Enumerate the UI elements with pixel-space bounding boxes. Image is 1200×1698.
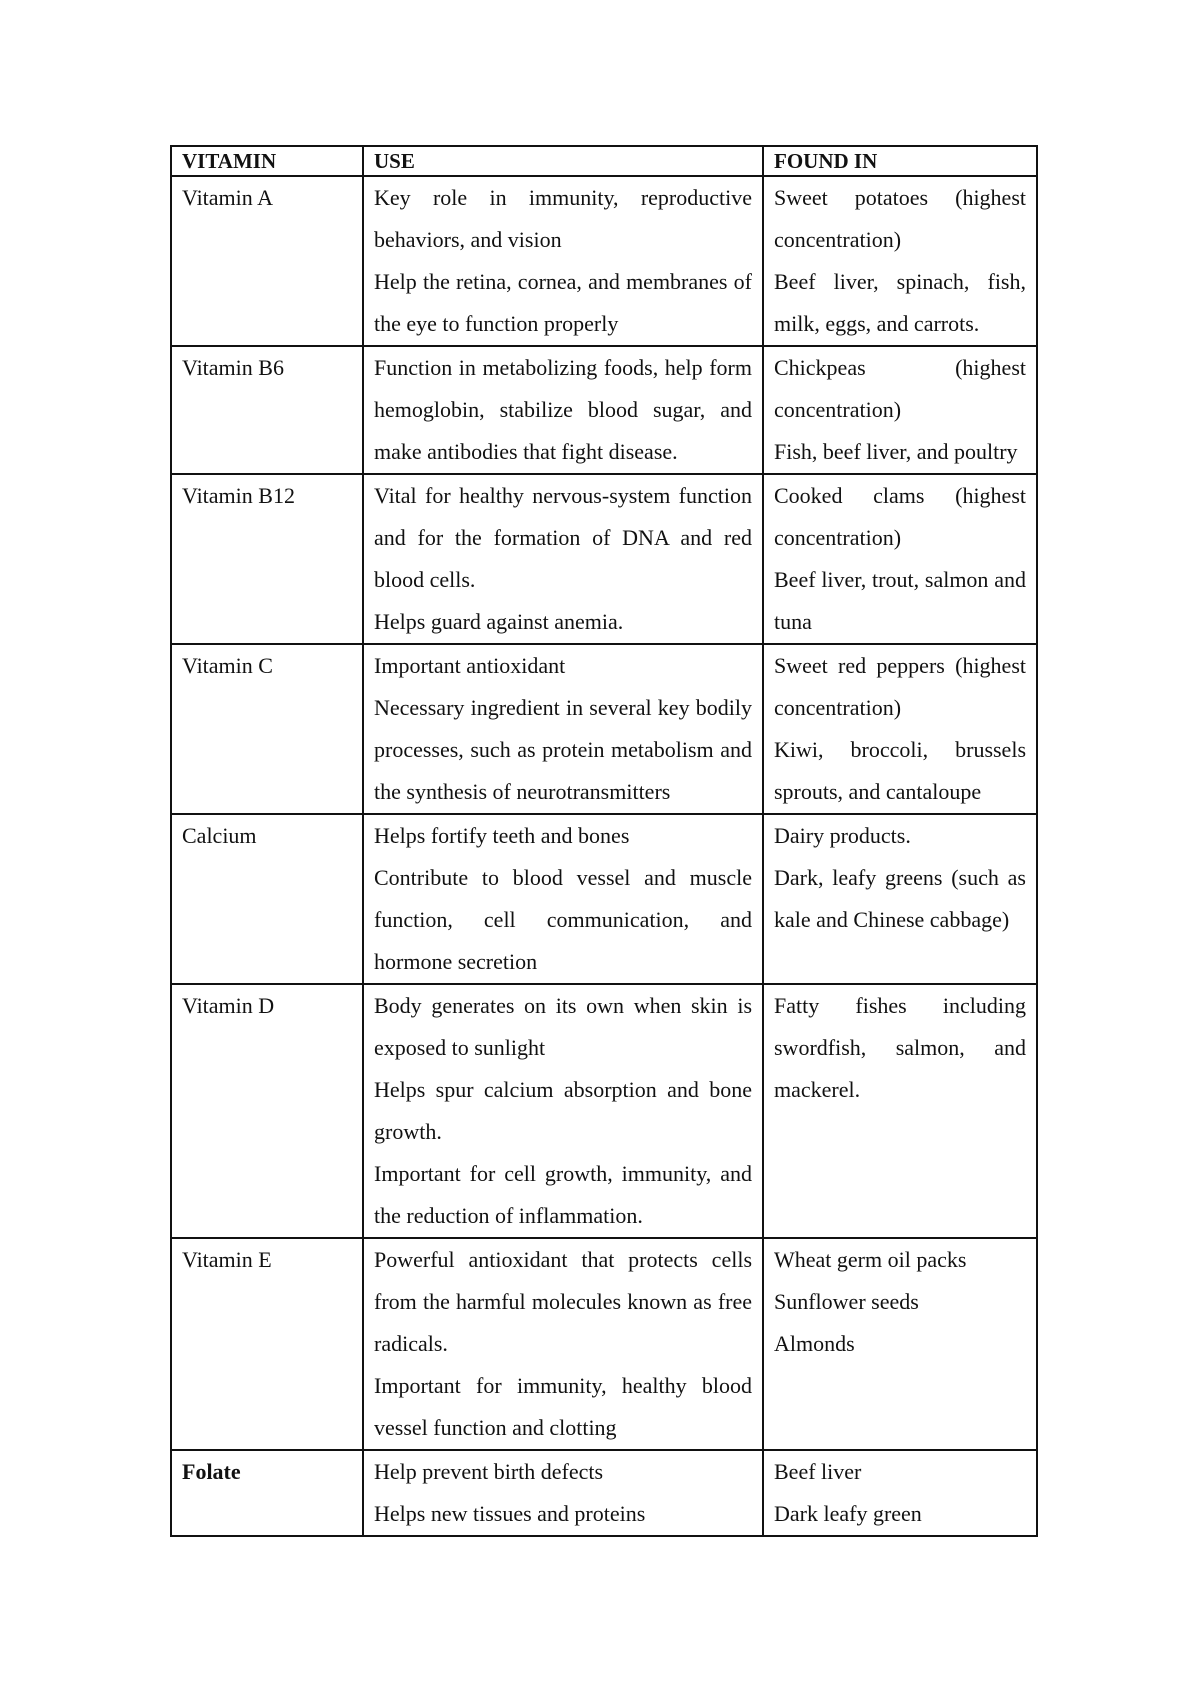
vitamin-name-cell	[171, 1450, 363, 1536]
found-in-text: Kiwi, broccoli, brussels sprouts, and cantaloupe	[774, 737, 1026, 804]
found-in-text: Dark leafy green	[774, 1501, 922, 1526]
use-cell	[363, 176, 763, 346]
use-text: Helps guard against anemia.	[374, 609, 624, 634]
vitamin-name: Folate	[182, 1459, 241, 1484]
vitamin-name: Vitamin B6	[182, 355, 284, 380]
vitamin-name-cell	[171, 1238, 363, 1450]
vitamin-name-cell	[171, 644, 363, 814]
vitamin-name: Vitamin E	[182, 1247, 272, 1272]
table-row	[171, 1238, 1037, 1450]
table-row	[171, 346, 1037, 474]
use-text: Help prevent birth defects	[374, 1459, 604, 1484]
found-in-text: Wheat germ oil packs	[774, 1247, 967, 1272]
table-row	[171, 814, 1037, 984]
found-in-text: Sunflower seeds	[774, 1289, 919, 1314]
found-in-text: Dairy products.	[774, 823, 911, 848]
use-text: Body generates on its own when skin is exposed to sunlight	[374, 993, 752, 1060]
vitamin-name-cell	[171, 814, 363, 984]
use-cell	[363, 814, 763, 984]
found-in-cell	[763, 814, 1037, 984]
use-text: Helps new tissues and proteins	[374, 1501, 646, 1526]
use-text: Vital for healthy nervous-system function and for the formation of DNA and red blood cells.	[374, 483, 752, 592]
table-body	[171, 176, 1037, 1536]
found-in-text: Beef liver, trout, salmon and tuna	[774, 567, 1026, 634]
found-in-cell	[763, 1450, 1037, 1536]
vitamin-name-cell	[171, 984, 363, 1238]
found-in-text: Fatty fishes including swordfish, salmon, and mackerel.	[774, 993, 1026, 1102]
found-in-text: Beef liver	[774, 1459, 862, 1484]
use-text: Important for immunity, healthy blood vessel function and clotting	[374, 1373, 752, 1440]
use-text: Help the retina, cornea, and membranes of the eye to function properly	[374, 269, 752, 336]
found-in-text: Almonds	[774, 1331, 855, 1356]
found-in-text: Sweet red peppers (highest concentration)	[774, 653, 1026, 720]
table-row	[171, 644, 1037, 814]
found-in-cell	[763, 176, 1037, 346]
header-vitamin: VITAMIN	[171, 146, 363, 176]
found-in-cell	[763, 984, 1037, 1238]
vitamin-name: Vitamin A	[182, 185, 273, 210]
use-text: Helps spur calcium absorption and bone growth.	[374, 1077, 752, 1144]
found-in-cell	[763, 644, 1037, 814]
table-header-row	[171, 146, 1037, 176]
vitamin-name-cell	[171, 176, 363, 346]
use-cell	[363, 1238, 763, 1450]
vitamin-name-cell	[171, 346, 363, 474]
vitamin-name: Vitamin C	[182, 653, 273, 678]
use-text: Key role in immunity, reproductive behaviors, and vision	[374, 185, 752, 252]
use-text: Important for cell growth, immunity, and the reduction of inflammation.	[374, 1161, 752, 1228]
use-text: Important antioxidant	[374, 653, 566, 678]
use-text: Function in metabolizing foods, help form hemoglobin, stabilize blood sugar, and make antibodies that fight disease.	[374, 355, 752, 464]
use-cell	[363, 984, 763, 1238]
table-row	[171, 176, 1037, 346]
found-in-cell	[763, 474, 1037, 644]
vitamin-name: Vitamin D	[182, 993, 275, 1018]
found-in-text: Dark, leafy greens (such as kale and Chinese cabbage)	[774, 865, 1026, 932]
header-use: USE	[363, 146, 763, 176]
use-cell	[363, 346, 763, 474]
table-row	[171, 474, 1037, 644]
use-text: Powerful antioxidant that protects cells from the harmful molecules known as free radicals.	[374, 1247, 752, 1356]
use-text: Necessary ingredient in several key bodily processes, such as protein metabolism and the synthesis of neurotransmitters	[374, 695, 752, 804]
found-in-cell	[763, 1238, 1037, 1450]
vitamin-name: Calcium	[182, 823, 257, 848]
table-row	[171, 1450, 1037, 1536]
table-row	[171, 984, 1037, 1238]
vitamin-name-cell	[171, 474, 363, 644]
header-found-in: FOUND IN	[763, 146, 1037, 176]
found-in-text: Cooked clams (highest concentration)	[774, 483, 1026, 550]
use-text: Helps fortify teeth and bones	[374, 823, 630, 848]
vitamin-name: Vitamin B12	[182, 483, 295, 508]
found-in-text: Chickpeas (highest concentration)	[774, 355, 1026, 422]
found-in-text: Beef liver, spinach, fish, milk, eggs, and carrots.	[774, 269, 1026, 336]
found-in-cell	[763, 346, 1037, 474]
found-in-text: Fish, beef liver, and poultry	[774, 439, 1018, 464]
use-cell	[363, 1450, 763, 1536]
vitamin-table	[170, 145, 1038, 1537]
use-cell	[363, 474, 763, 644]
use-text: Contribute to blood vessel and muscle function, cell communication, and hormone secretion	[374, 865, 752, 974]
found-in-text: Sweet potatoes (highest concentration)	[774, 185, 1026, 252]
use-cell	[363, 644, 763, 814]
